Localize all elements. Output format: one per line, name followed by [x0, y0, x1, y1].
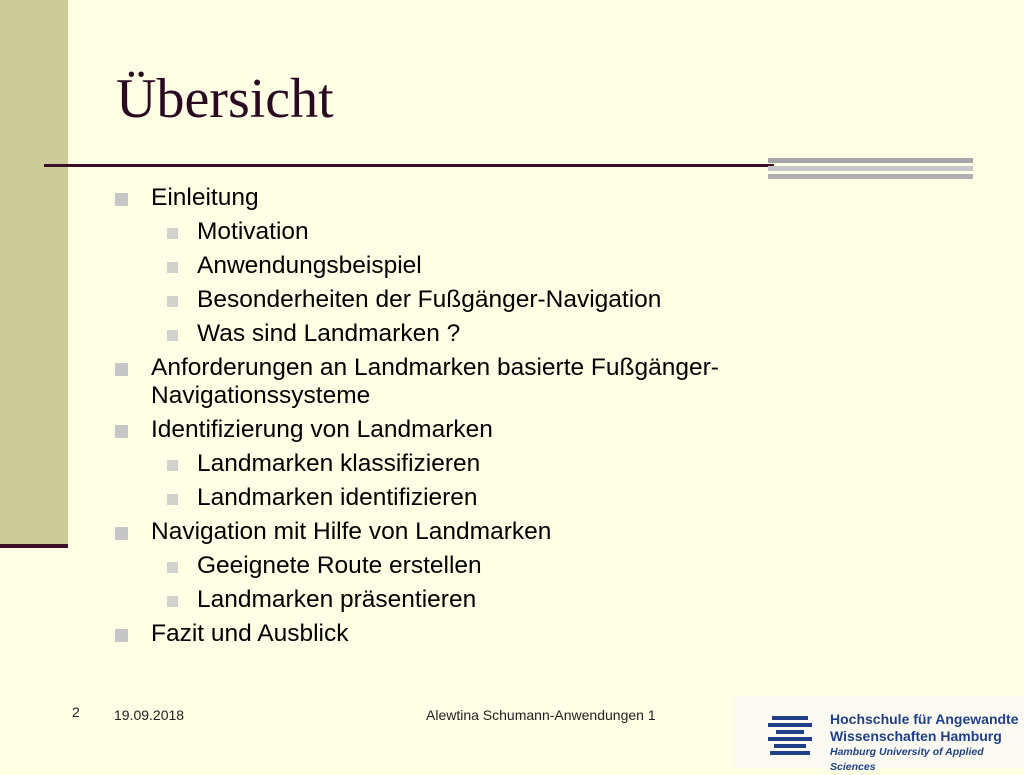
square-bullet-icon [167, 296, 178, 307]
square-bullet-icon [167, 330, 178, 341]
outline-item-text: Fazit und Ausblick [151, 620, 349, 647]
outline-subitem [114, 252, 834, 280]
outline-item-text: Landmarken präsentieren [197, 586, 477, 613]
title-accent-bars [768, 158, 973, 180]
title-divider [44, 164, 774, 167]
page-number: 2 [72, 704, 80, 720]
square-bullet-icon [167, 562, 178, 573]
outline-item-text: Einleitung [151, 184, 259, 211]
accent-bar [768, 158, 973, 163]
sidebar-accent [0, 0, 68, 548]
sidebar-accent-line [0, 544, 68, 548]
square-bullet-icon [167, 494, 178, 505]
outline-subitem [114, 552, 834, 580]
university-logo [734, 696, 1024, 773]
outline-item-text: Navigation mit Hilfe von Landmarken [151, 518, 552, 545]
square-bullet-icon [115, 193, 128, 206]
accent-bar [768, 166, 973, 171]
outline-list [114, 178, 834, 648]
outline-subitem [114, 450, 834, 478]
outline-item-text: Geeignete Route erstellen [197, 552, 482, 579]
outline-item [114, 354, 834, 410]
footer-date: 19.09.2018 [114, 707, 185, 723]
outline-subitem [114, 218, 834, 246]
logo-line-3: Hamburg University of Applied Sciences [830, 746, 984, 773]
outline-subitem [114, 286, 834, 314]
logo-stripes-icon [768, 716, 812, 760]
footer-author: Alewtina Schumann-Anwendungen 1 [426, 707, 656, 723]
outline-item [114, 620, 834, 648]
logo-text [830, 711, 1024, 775]
outline-item-text: Besonderheiten der Fußgänger-Navigation [197, 286, 662, 313]
outline-item-text: Anforderungen an Landmarken basierte Fußgänger-Navigationssysteme [151, 354, 719, 409]
outline-item-text: Was sind Landmarken ? [197, 320, 461, 347]
logo-line-2: Wissenschaften Hamburg [830, 728, 1002, 744]
outline-item [114, 416, 834, 444]
square-bullet-icon [167, 460, 178, 471]
outline-subitem [114, 484, 834, 512]
square-bullet-icon [167, 596, 178, 607]
outline-item-text: Anwendungsbeispiel [197, 252, 422, 279]
square-bullet-icon [115, 425, 128, 438]
outline-item [114, 518, 834, 546]
outline-subitem [114, 320, 834, 348]
outline-item-text: Landmarken klassifizieren [197, 450, 481, 477]
outline-item-text: Landmarken identifizieren [197, 484, 478, 511]
outline-subitem [114, 586, 834, 614]
square-bullet-icon [115, 629, 128, 642]
outline-item [114, 184, 834, 212]
outline-item-text: Identifizierung von Landmarken [151, 416, 493, 443]
square-bullet-icon [167, 228, 178, 239]
square-bullet-icon [167, 262, 178, 273]
logo-line-1: Hochschule für Angewandte [830, 711, 1019, 727]
slide-title: Übersicht [116, 68, 334, 130]
square-bullet-icon [115, 527, 128, 540]
square-bullet-icon [115, 363, 128, 376]
outline-item-text: Motivation [197, 218, 309, 245]
